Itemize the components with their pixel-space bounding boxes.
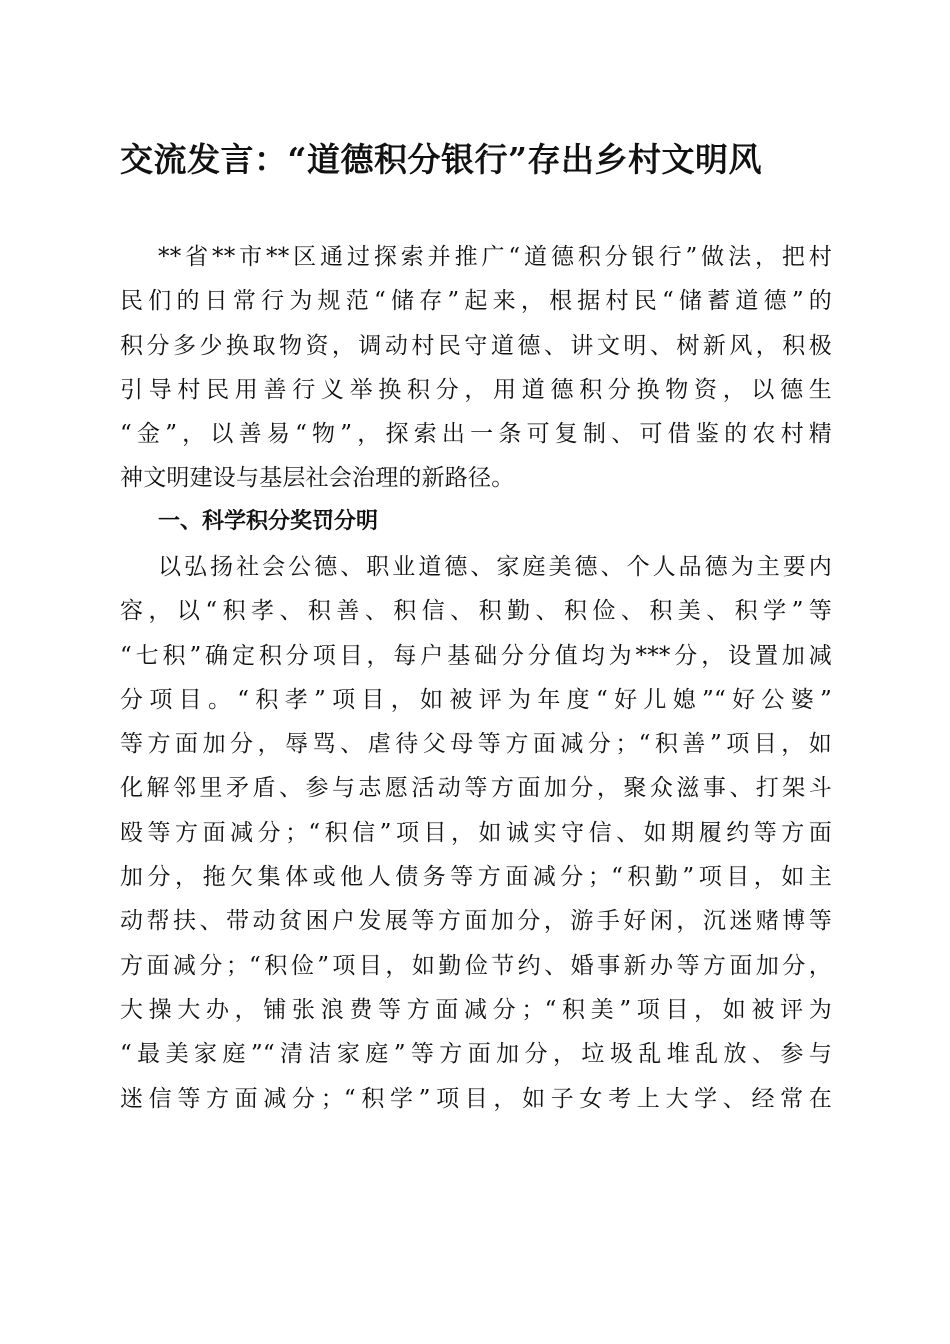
paragraph-line: 以弘扬社会公德、职业道德、家庭美德、个人品德为主要内 xyxy=(158,554,832,580)
paragraph-line: 化解邻里矛盾、参与志愿活动等方面加分，聚众滋事、打架斗 xyxy=(120,775,832,802)
paragraph-line: 引导村民用善行义举换积分，用道德积分换物资，以德生 xyxy=(120,376,832,403)
section-paragraph xyxy=(120,545,832,1121)
paragraph-line: 加分，拖欠集体或他人债务等方面减分；“积勤”项目，如主 xyxy=(120,864,832,891)
paragraph-line: 殴等方面减分；“积信”项目，如诚实守信、如期履约等方面 xyxy=(120,819,832,846)
paragraph-line: 容，以“积孝、积善、积信、积勤、积俭、积美、积学”等 xyxy=(120,598,832,625)
document-title: 交流发言：“道德积分银行”存出乡村文明风 xyxy=(120,140,762,179)
paragraph-line: “金”，以善易“物”，探索出一条可复制、可借鉴的农村精 xyxy=(120,421,832,448)
intro-paragraph xyxy=(120,235,832,501)
paragraph-line: 等方面加分，辱骂、虐待父母等方面减分；“积善”项目，如 xyxy=(120,731,832,758)
section-heading: 一、科学积分奖罚分明 xyxy=(158,509,379,534)
paragraph-line: 民们的日常行为规范“储存”起来，根据村民“储蓄道德”的 xyxy=(120,288,832,315)
paragraph-line: “七积”确定积分项目，每户基础分分值均为***分，设置加减 xyxy=(120,642,832,669)
paragraph-line: 神文明建设与基层社会治理的新路径。 xyxy=(120,465,515,492)
paragraph-line: 动帮扶、带动贫困户发展等方面加分，游手好闲，沉迷赌博等 xyxy=(120,908,832,935)
paragraph-line: 迷信等方面减分；“积学”项目，如子女考上大学、经常在 xyxy=(120,1085,832,1112)
paragraph-line: **省**市**区通过探索并推广“道德积分银行”做法，把村 xyxy=(158,244,832,270)
paragraph-line: “最美家庭”“清洁家庭”等方面加分，垃圾乱堆乱放、参与 xyxy=(120,1041,832,1068)
paragraph-line: 方面减分；“积俭”项目，如勤俭节约、婚事新办等方面加分， xyxy=(120,952,832,979)
paragraph-line: 大操大办，铺张浪费等方面减分；“积美”项目，如被评为 xyxy=(120,996,832,1023)
paragraph-line: 分项目。“积孝”项目，如被评为年度“好儿媳”“好公婆” xyxy=(120,686,832,713)
paragraph-line: 积分多少换取物资，调动村民守道德、讲文明、树新风，积极 xyxy=(120,332,832,359)
